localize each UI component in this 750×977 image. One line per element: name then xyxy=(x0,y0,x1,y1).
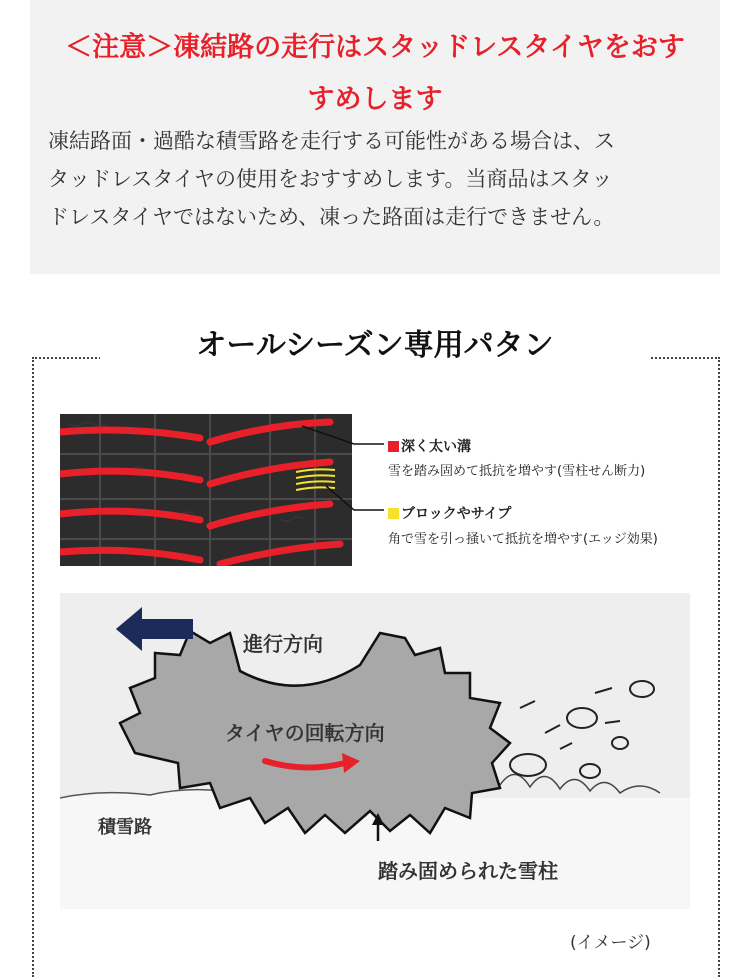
yellow-swatch xyxy=(388,508,399,519)
notice-title xyxy=(30,22,720,126)
legend-item1-desc: 雪を踏み固めて抵抗を増やす(雪柱せん断力) xyxy=(388,464,646,479)
legend-item-grooves xyxy=(388,436,471,456)
notice-box xyxy=(30,0,720,274)
notice-title-line2: すめします xyxy=(307,84,443,115)
notice-body-line3: ドレスタイヤではないため、凍った路面は走行できません。 xyxy=(48,205,615,229)
legend-item2-desc: 角で雪を引っ掻いて抵抗を増やす(エッジ効果) xyxy=(388,532,658,547)
diagram-graphic xyxy=(60,593,690,909)
ground-label: 積雪路 xyxy=(98,817,152,838)
image-caption: (イメージ) xyxy=(570,933,651,953)
legend-item1-head: 深く太い溝 xyxy=(401,439,471,455)
notice-body-line1: 凍結路面・過酷な積雪路を走行する可能性がある場合は、ス xyxy=(48,129,615,153)
rotation-label: タイヤの回転方向 xyxy=(225,721,385,745)
notice-body-line2: タッドレスタイヤの使用をおすすめします。当商品はスタッ xyxy=(48,167,613,191)
column-label: 踏み固められた雪柱 xyxy=(378,859,558,883)
section-title: オールシーズン専用パタン xyxy=(196,328,554,363)
snow-traction-diagram xyxy=(60,593,690,909)
direction-label: 進行方向 xyxy=(243,632,323,656)
red-swatch xyxy=(388,441,399,452)
legend-item-blocks xyxy=(388,503,511,523)
legend-connectors xyxy=(300,420,390,520)
legend-item2-head: ブロックやサイプ xyxy=(401,506,512,522)
notice-body xyxy=(48,122,708,236)
notice-title-line1: ＜注意＞凍結路の走行はスタッドレスタイヤをおす xyxy=(65,32,685,63)
